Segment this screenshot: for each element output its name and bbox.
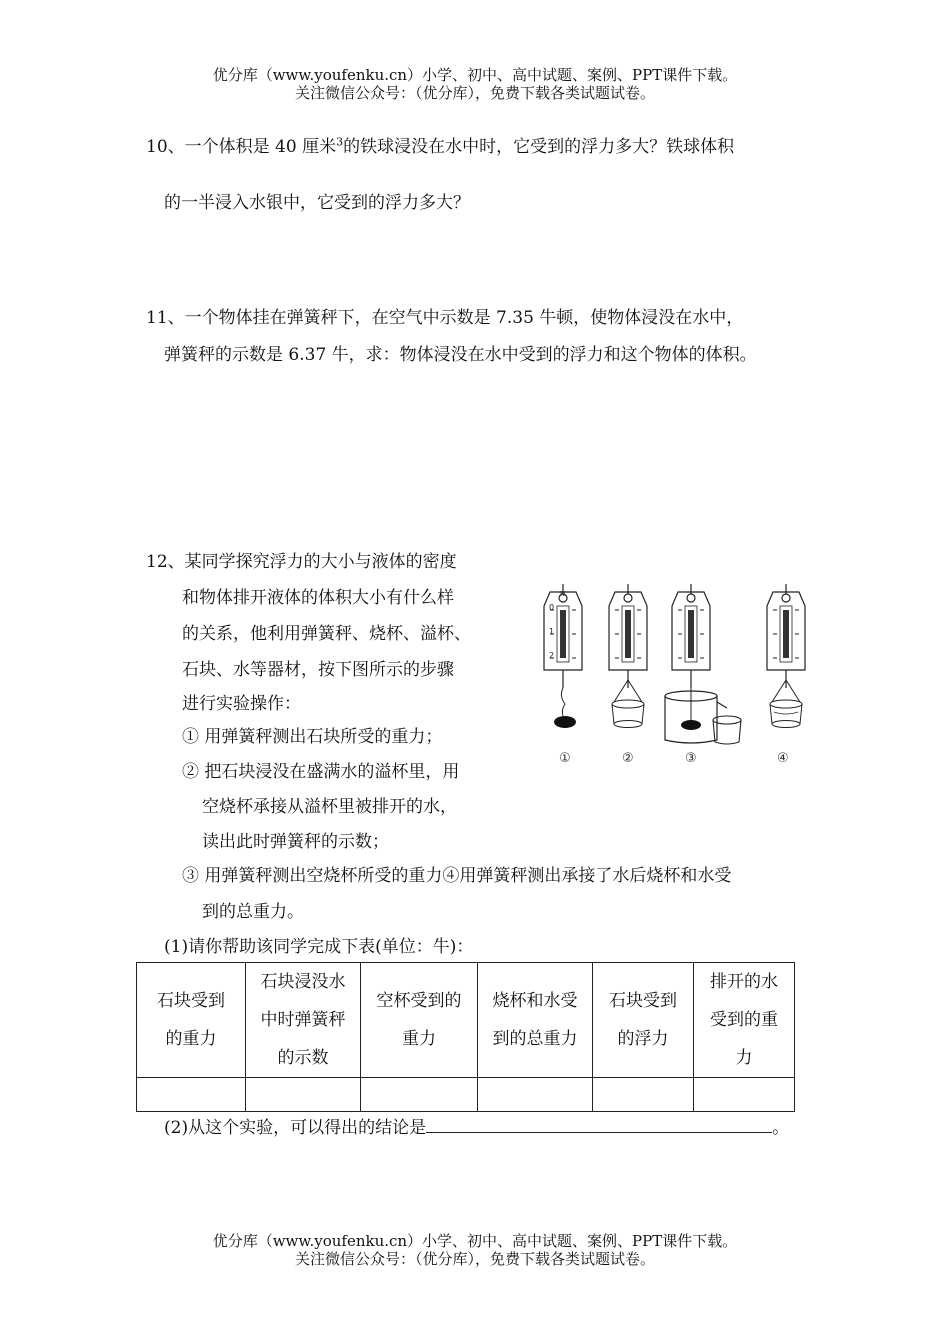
q12-step-2-cont: 空烧杯承接从溢杯里被排开的水， <box>202 797 457 817</box>
q12-step-2-cont: 读出此时弹簧秤的示数； <box>202 832 389 852</box>
data-table <box>136 962 795 1112</box>
scale-unit-label: N <box>560 590 566 598</box>
answer-cell[interactable] <box>246 1078 361 1112</box>
q10-line-2: 的一半浸入水银中，它受到的浮力多大？ <box>164 193 470 213</box>
table-header-cell: 空杯受到的 重力 <box>361 963 478 1078</box>
table-header-cell: 石块受到 的浮力 <box>593 963 694 1078</box>
q12-part-2 <box>164 1113 789 1138</box>
figure-step-label: ③ <box>685 751 697 766</box>
table-header-row <box>137 963 795 1078</box>
q12-line: 进行实验操作： <box>182 694 301 714</box>
q10-text-b: 的铁球浸没在水中时，它受到的浮力多大？铁球体积 <box>343 137 735 157</box>
footer-line-1: 优分库（www.youfenku.cn）小学、初中、高中试题、案例、PPT课件下载。 <box>212 1232 738 1250</box>
table-header-cell: 石块受到 的重力 <box>137 963 246 1078</box>
q12-step-1: ① 用弹簧秤测出石块所受的重力； <box>182 727 443 747</box>
q10-superscript: 3 <box>336 135 344 149</box>
table-answer-row <box>137 1078 795 1112</box>
q12-line: 石块、水等器材，按下图所示的步骤 <box>182 660 454 680</box>
q12-step-4-cont: 到的总重力。 <box>202 902 304 922</box>
header-line-1: 优分库（www.youfenku.cn）小学、初中、高中试题、案例、PPT课件下载。 <box>212 66 738 84</box>
figure-step-label: ① <box>559 751 571 766</box>
q12-part-1: (1)请你帮助该同学完成下表(单位：牛)： <box>164 937 474 957</box>
answer-blank[interactable] <box>426 1116 772 1133</box>
answer-cell[interactable] <box>478 1078 593 1112</box>
footer-line-2: 关注微信公众号：（优分库），免费下载各类试题试卷。 <box>294 1250 655 1268</box>
figure-step-label: ② <box>622 751 634 766</box>
figure-step-label: ④ <box>777 751 789 766</box>
q12-line: 和物体排开液体的体积大小有什么样 <box>182 588 454 608</box>
header-line-2: 关注微信公众号：（优分库），免费下载各类试题试卷。 <box>294 84 655 102</box>
q10-text-a: 10、一个体积是 40 厘米 <box>146 137 337 157</box>
answer-cell[interactable] <box>694 1078 795 1112</box>
q11-line-2: 弹簧秤的示数是 6.37 牛，求：物体浸没在水中受到的浮力和这个物体的体积。 <box>164 345 757 365</box>
experiment-figure <box>535 580 825 770</box>
scale-tick-label: 1 <box>549 627 555 636</box>
q11-line-1: 11、一个物体挂在弹簧秤下，在空气中示数是 7.35 牛顿，使物体浸没在水中， <box>146 308 744 328</box>
q12-part-2-end: 。 <box>772 1118 790 1138</box>
table-header-cell: 烧杯和水受 到的总重力 <box>478 963 593 1078</box>
q12-line: 12、某同学探究浮力的大小与液体的密度 <box>146 552 457 572</box>
answer-cell[interactable] <box>361 1078 478 1112</box>
q12-part-2-text: (2)从这个实验，可以得出的结论是 <box>164 1118 427 1138</box>
table-header-cell: 排开的水 受到的重 力 <box>694 963 795 1078</box>
q12-step-2: ② 把石块浸没在盛满水的溢杯里，用 <box>182 762 460 782</box>
q10-line-1 <box>146 132 734 157</box>
answer-cell[interactable] <box>137 1078 246 1112</box>
scale-tick-label: 0 <box>549 603 555 612</box>
answer-cell[interactable] <box>593 1078 694 1112</box>
table-header-cell: 石块浸没水 中时弹簧秤 的示数 <box>246 963 361 1078</box>
q12-line: 的关系，他利用弹簧秤、烧杯、溢杯、 <box>182 624 471 644</box>
scale-tick-label: 2 <box>549 651 555 660</box>
q12-step-3-4: ③ 用弹簧秤测出空烧杯所受的重力④用弹簧秤测出承接了水后烧杯和水受 <box>182 866 732 886</box>
